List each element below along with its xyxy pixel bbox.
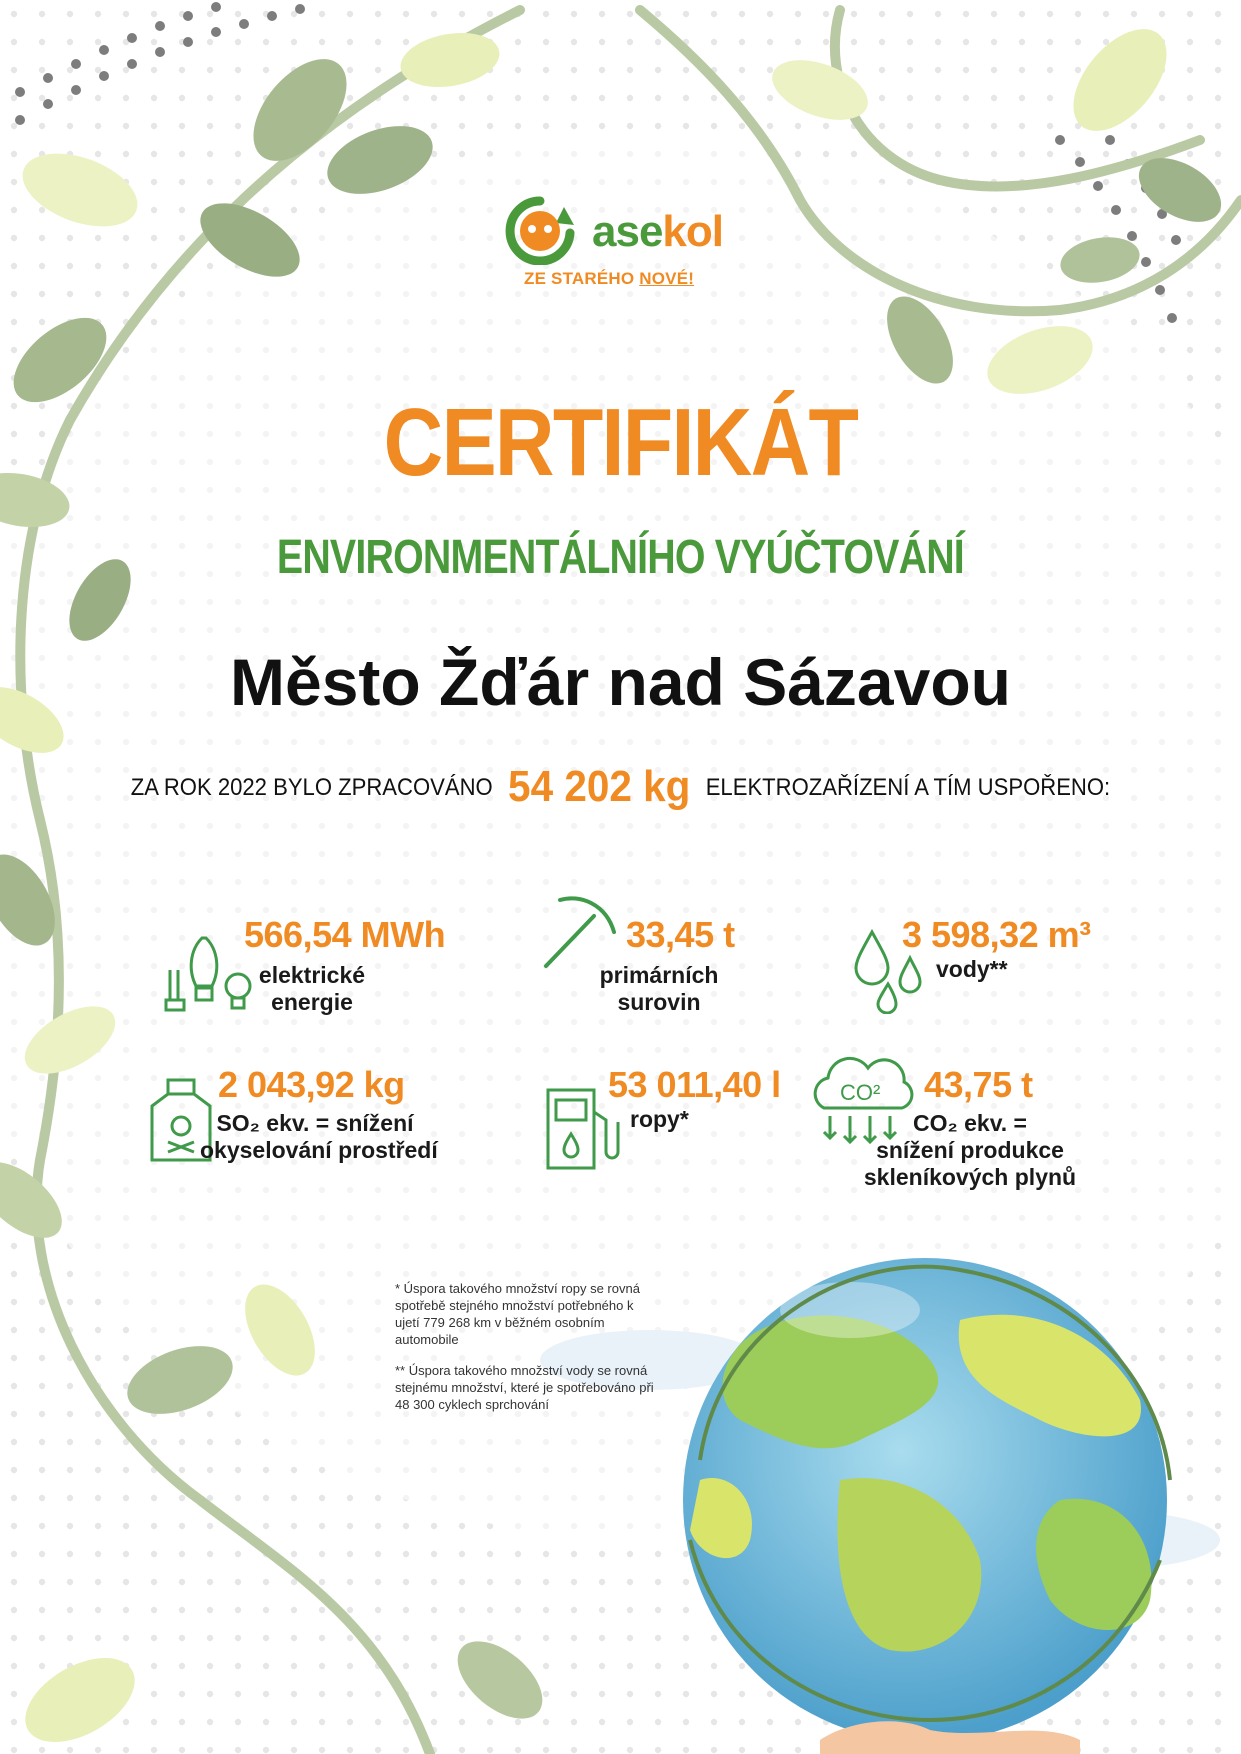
stat-water-label: vody** [936, 956, 1008, 982]
certificate-subtitle: ENVIRONMENTÁLNÍHO VYÚČTOVÁNÍ [276, 531, 964, 584]
certificate-title: CERTIFIKÁT [383, 389, 858, 496]
brand-tagline: ZE STARÉHO NOVÉ! [524, 269, 695, 288]
co2-cloud-text: CO² [840, 1080, 881, 1105]
stat-electricity [244, 914, 445, 956]
recipient-name: Město Žďár nad Sázavou [230, 645, 1011, 719]
pickaxe-icon [540, 892, 620, 972]
stat-co2-value: 43,75 t [924, 1064, 1033, 1105]
stat-co2 [924, 1064, 1033, 1106]
asekol-logo [500, 195, 740, 295]
summary-suffix: ELEKTROZAŘÍZENÍ A TÍM USPOŘENO: [705, 774, 1111, 801]
stat-oil [608, 1064, 781, 1133]
stat-co2-label: CO₂ ekv. = snížení produkce skleníkových plynů [863, 1110, 1077, 1190]
stat-electricity-label: elektrické energie [258, 962, 366, 1015]
stat-so2-label: SO₂ ekv. = snížení okyselování prostředí [200, 1110, 438, 1163]
stat-electricity-value: 566,54 MWh [244, 914, 446, 955]
stat-raw-materials [626, 914, 735, 956]
stat-so2 [218, 1064, 405, 1106]
stat-so2-value: 2 043,92 kg [218, 1064, 405, 1105]
brand-name: asekol [592, 207, 723, 256]
stat-raw-materials-label: primárních surovin [599, 962, 719, 1015]
stat-water-value: 3 598,32 m³ [902, 914, 1091, 955]
asekol-face-icon [500, 195, 582, 265]
stat-raw-materials-value: 33,45 t [626, 914, 735, 955]
footnote-water: ** Úspora takového množství vody se rovná stejnému množství, které je spotřebováno při 48 300 cyklech sprchování [395, 1363, 654, 1412]
stat-oil-value: 53 011,40 l [608, 1064, 781, 1105]
footnotes [395, 1280, 655, 1427]
summary-prefix: ZA ROK 2022 BYLO ZPRACOVÁNO [130, 774, 493, 801]
summary-amount: 54 202 kg [508, 762, 691, 811]
footnote-oil: * Úspora takového množství ropy se rovná spotřebě stejného množství potřebného k ujetí 779 268 km v běžném osobním automobile [395, 1281, 640, 1347]
stat-water [902, 914, 1091, 983]
summary-line [50, 756, 1192, 811]
stat-oil-label: ropy* [630, 1106, 689, 1132]
